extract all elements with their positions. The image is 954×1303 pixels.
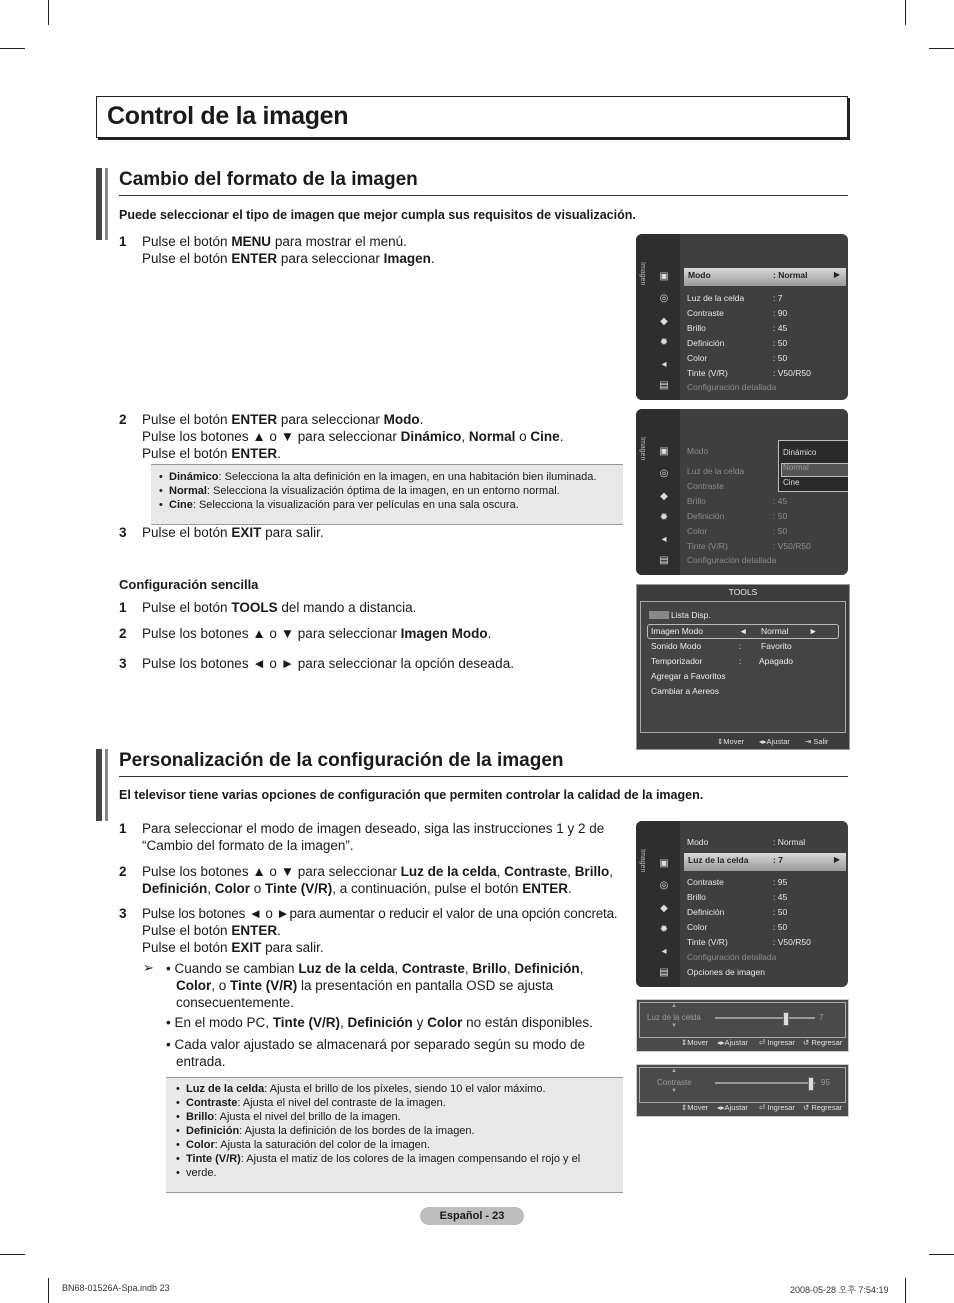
- foot-ajustar: ◂▸Ajustar: [717, 1103, 748, 1112]
- crop-mark: [0, 1254, 25, 1255]
- step-number: 1: [119, 234, 127, 249]
- osd-row[interactable]: Definición : 50: [687, 338, 788, 348]
- crop-mark: [48, 0, 49, 25]
- foot-mover: ⇕Mover: [681, 1103, 709, 1112]
- sound-icon: ◎: [659, 468, 669, 479]
- tools-menu: [636, 584, 850, 750]
- tools-row-temporizador[interactable]: Temporizador : Apagado: [651, 656, 794, 666]
- foot-regresar: ↺ Regresar: [803, 1103, 843, 1112]
- osd-row[interactable]: Contraste : 90: [687, 308, 788, 318]
- channel-icon: ◆: [660, 491, 668, 502]
- step-number: 2: [119, 412, 127, 427]
- option-dinamico[interactable]: Dinámico: [783, 448, 817, 457]
- tip-1: • Cuando se cambian Luz de la celda, Contraste, Brillo, Definición, Color, o Tinte (V/R) la presentación en pantalla OSD se ajusta consecuentemente.: [166, 961, 584, 1010]
- application-icon: ▤: [659, 555, 669, 566]
- application-icon: ▤: [659, 967, 669, 978]
- note-item: • Cine: Selecciona la visualización para ver películas en una sala oscura.: [157, 498, 623, 512]
- osd-selected-row[interactable]: Luz de la celda : 7 ▶: [684, 853, 846, 871]
- tip-3: • Cada valor ajustado se almacenará por separado según su modo de entrada.: [166, 1037, 585, 1069]
- note-item: • Definición: Ajusta la definición de los bordes de la imagen.: [174, 1124, 614, 1138]
- osd-row[interactable]: Configuración detallada: [687, 555, 777, 565]
- foot-ingresar: ⏎ Ingresar: [759, 1103, 795, 1112]
- osd-selected-row[interactable]: Modo : Normal ▶: [684, 268, 846, 286]
- picture-icon: ▣: [659, 858, 669, 869]
- osd-row[interactable]: Color : 50: [687, 353, 788, 363]
- slug-date: 2008-05-28 오후 7:54:19: [790, 1285, 889, 1295]
- slider-thumb[interactable]: [808, 1077, 814, 1091]
- sound-icon: ◎: [659, 880, 669, 891]
- osd-row[interactable]: Contraste : 95: [687, 877, 788, 887]
- note-item: • Tinte (V/R): Ajusta el matiz de los colores de la imagen compensando el rojo y el: [174, 1152, 614, 1166]
- section-marker: [96, 749, 102, 821]
- application-icon: ▤: [659, 380, 669, 391]
- note-item: • Color: Ajusta la saturación del color de la imagen.: [174, 1138, 614, 1152]
- channel-icon: ◆: [660, 903, 668, 914]
- section-marker: [96, 168, 102, 240]
- foot-mover: ⇕Mover: [681, 1038, 709, 1047]
- slider-track[interactable]: [715, 1082, 815, 1084]
- section-divider: [119, 195, 848, 196]
- enter-icon: ⏎: [759, 1038, 766, 1047]
- sound-icon: ◎: [659, 293, 669, 304]
- tools-row-aereos[interactable]: Cambiar a Aereos: [651, 686, 720, 696]
- tools-lista[interactable]: Lista Disp.: [649, 610, 711, 620]
- osd-row[interactable]: Brillo : 45: [687, 496, 788, 506]
- channel-icon: ◆: [660, 316, 668, 327]
- picture-icon: ▣: [659, 271, 669, 282]
- setup-icon: ✹: [659, 512, 669, 523]
- osd-row[interactable]: Modo: [687, 446, 709, 456]
- section-divider: [119, 776, 848, 777]
- tools-row-imagen-modo[interactable]: Imagen Modo ◄ Normal ►: [651, 626, 818, 636]
- osd-row[interactable]: Brillo : 45: [687, 892, 788, 902]
- note-item: • Dinámico: Selecciona la alta definición en la imagen, en una habitación bien iluminada.: [157, 470, 623, 484]
- foot-regresar: ↺ Regresar: [803, 1038, 843, 1047]
- foot-ajustar: ◂▸Ajustar: [759, 737, 790, 746]
- picture-icon: ▣: [659, 446, 669, 457]
- page-number: Español - 23: [420, 1207, 524, 1225]
- osd-sidebar-label: Imagen: [639, 437, 646, 461]
- note-item: • Normal: Selecciona la visualización óptima de la imagen, en un entorno normal.: [157, 484, 623, 498]
- section-marker: [105, 168, 108, 240]
- osd-sidebar-label: Imagen: [639, 849, 646, 873]
- section-intro: Puede seleccionar el tipo de imagen que mejor cumpla sus requisitos de visualización.: [119, 208, 636, 222]
- option-cine[interactable]: Cine: [783, 478, 800, 487]
- input-icon: ◂: [661, 534, 667, 545]
- foot-salir: ⇥ Salir: [805, 737, 829, 746]
- osd-menu-mode: [636, 409, 848, 575]
- page-title-box: [96, 96, 848, 138]
- osd-row[interactable]: Color : 50: [687, 526, 788, 536]
- osd-row[interactable]: Modo : Normal: [687, 837, 806, 847]
- crop-mark: [905, 0, 906, 25]
- return-icon: ↺: [803, 1038, 810, 1047]
- slider-panel-luz: ▲ ▼ Luz de la celda 7 ⇕Mover ◂▸Ajustar ⏎ Ingresar ↺ Regresar: [636, 999, 849, 1052]
- osd-row[interactable]: Contraste: [687, 481, 724, 491]
- osd-row[interactable]: Configuración detallada: [687, 952, 777, 962]
- arrow-icon: ➢: [143, 960, 154, 975]
- slider-panel-contraste: ▲ ▼ Contraste 95 ⇕Mover ◂▸Ajustar ⏎ Ingresar ↺ Regresar: [636, 1064, 849, 1117]
- osd-row[interactable]: Tinte (V/R) : V50/R50: [687, 368, 811, 378]
- page-title: Control de la imagen: [107, 102, 349, 130]
- setup-icon: ✹: [659, 337, 669, 348]
- slider-thumb[interactable]: [783, 1012, 789, 1026]
- note-item: • Brillo: Ajusta el nivel del brillo de la imagen.: [174, 1110, 614, 1124]
- slider-label: Contraste: [657, 1078, 692, 1087]
- tip-2: • En el modo PC, Tinte (V/R), Definición y Color no están disponibles.: [166, 1015, 593, 1030]
- note-item-cont: • verde.: [174, 1166, 614, 1180]
- section-title: Personalización de la configuración de la imagen: [119, 750, 564, 771]
- input-icon: ◂: [661, 359, 667, 370]
- input-icon: ◂: [661, 946, 667, 957]
- crop-mark: [905, 1278, 906, 1303]
- tools-header: TOOLS: [728, 587, 758, 597]
- osd-row[interactable]: Configuración detallada: [687, 382, 777, 392]
- tools-panel: [640, 601, 846, 733]
- section-intro: El televisor tiene varias opciones de configuración que permiten controlar la calidad de la imagen.: [119, 788, 704, 802]
- osd-row[interactable]: Color : 50: [687, 922, 788, 932]
- foot-ajustar: ◂▸Ajustar: [717, 1038, 748, 1047]
- osd-row[interactable]: Opciones de imagen: [687, 967, 765, 977]
- section-title: Cambio del formato de la imagen: [119, 169, 418, 190]
- osd-menu-picture: [636, 234, 848, 400]
- slider-value: 95: [821, 1078, 830, 1087]
- crop-mark: [929, 48, 954, 49]
- osd-sidebar-label: Imagen: [639, 262, 646, 286]
- osd-row[interactable]: Luz de la celda: [687, 466, 745, 476]
- slider-label: Luz de la celda: [647, 1013, 701, 1022]
- osd-row[interactable]: Tinte (V/R) : V50/R50: [687, 937, 811, 947]
- tools-row-sonido-modo[interactable]: Sonido Modo : Favorito: [651, 641, 792, 651]
- osd-row[interactable]: Tinte (V/R) : V50/R50: [687, 541, 811, 551]
- slug-file: BN68-01526A-Spa.indb 23: [62, 1283, 170, 1293]
- slider-track[interactable]: [715, 1017, 815, 1019]
- subsection-title: Configuración sencilla: [119, 577, 259, 592]
- return-icon: ↺: [803, 1103, 810, 1112]
- slider-value: 7: [819, 1013, 824, 1022]
- note-item: • Contraste: Ajusta el nivel del contraste de la imagen.: [174, 1096, 614, 1110]
- crop-mark: [0, 48, 25, 49]
- osd-row[interactable]: Definición : 50: [687, 907, 788, 917]
- section-marker: [105, 749, 108, 821]
- enter-icon: ⏎: [759, 1103, 766, 1112]
- osd-menu-picture-2: [636, 821, 848, 987]
- option-normal[interactable]: Normal: [783, 463, 809, 472]
- foot-mover: ⇕Mover: [717, 737, 745, 746]
- exit-icon: ⇥: [805, 737, 812, 746]
- note-item: • Luz de la celda: Ajusta el brillo de los píxeles, siendo 10 el valor máximo.: [174, 1082, 614, 1096]
- mode-dropdown[interactable]: [778, 440, 848, 492]
- setup-icon: ✹: [659, 924, 669, 935]
- note-box: [151, 464, 623, 525]
- osd-row[interactable]: Luz de la celda : 7: [687, 293, 783, 303]
- crop-mark: [48, 1278, 49, 1303]
- osd-row[interactable]: Definición : 50: [687, 511, 788, 521]
- crop-mark: [929, 1254, 954, 1255]
- osd-row[interactable]: Brillo : 45: [687, 323, 788, 333]
- tools-row-favoritos[interactable]: Agregar a Favoritos: [651, 671, 726, 681]
- note-box: [166, 1077, 623, 1193]
- foot-ingresar: ⏎ Ingresar: [759, 1038, 795, 1047]
